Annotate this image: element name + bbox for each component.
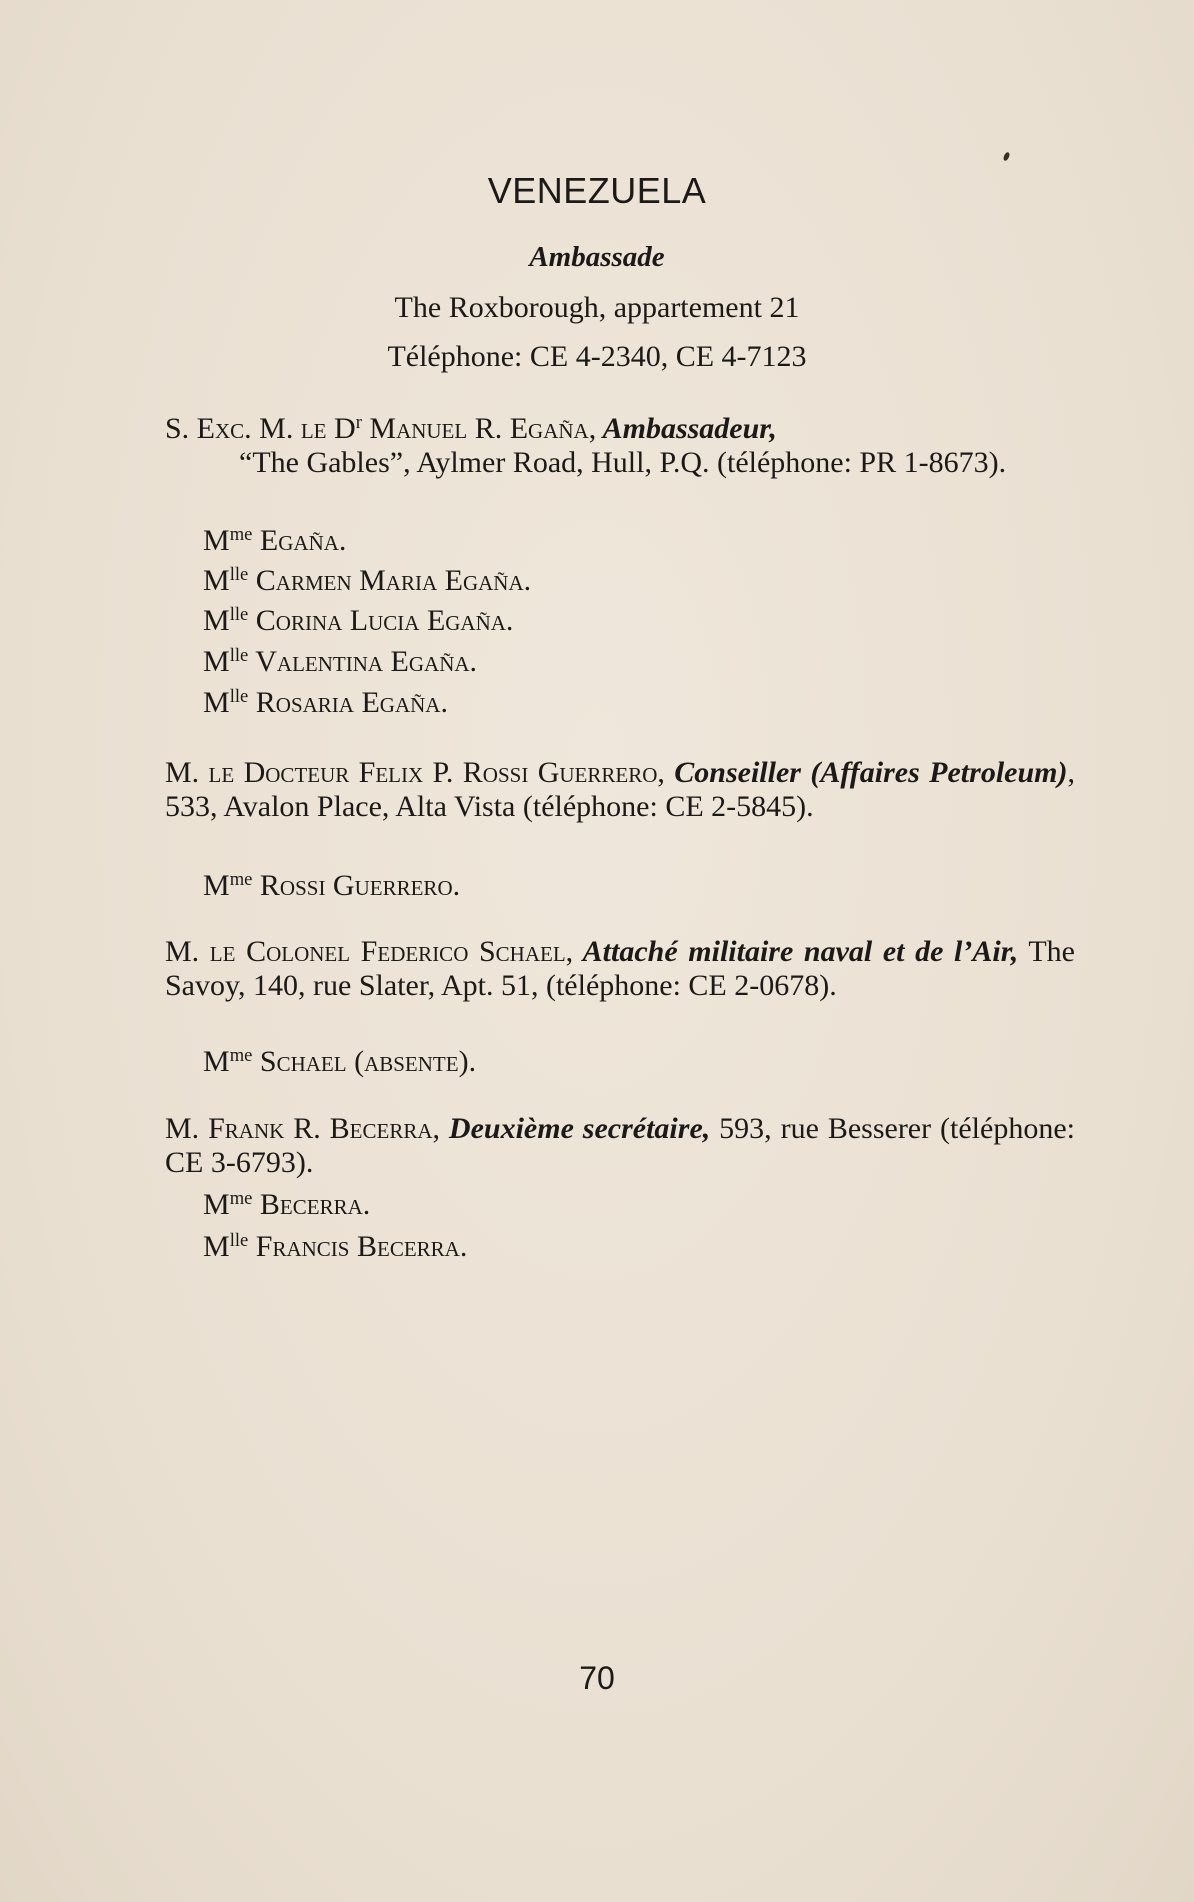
member-name: Rossi Guerrero. [252, 869, 461, 902]
entry-prefix: M. [165, 1112, 200, 1145]
entry-title: Ambassadeur, [596, 412, 777, 445]
entry-details: 593, rue Besserer (téléphone: CE 3-6793). [165, 1112, 1075, 1179]
member-line [203, 1045, 476, 1079]
entry-details: “The Gables”, Aylmer Road, Hull, P.Q. (téléphone: PR 1-8673). [239, 446, 1007, 479]
entry-secretary [165, 1112, 1075, 1180]
embassy-phone: Téléphone: CE 4-2340, CE 4-7123 [387, 340, 807, 373]
entry-name: Frank R. Becerra, [199, 1112, 440, 1145]
entry-name: Docteur Felix P. Rossi Guerrero, [234, 756, 665, 789]
honorific: M [203, 686, 230, 719]
member-line [203, 564, 531, 598]
entry-details: , 533, Avalon Place, Alta Vista (téléphone: CE 2-5845). [165, 756, 1075, 823]
entry-attache [165, 935, 1075, 1003]
member-name: Valentina Egaña. [248, 645, 478, 678]
member-line [203, 604, 513, 638]
honorific: M [203, 1188, 230, 1221]
embassy-address: The Roxborough, appartement 21 [394, 291, 800, 324]
entry-title: Deuxième secrétaire, [440, 1112, 711, 1145]
entry-counsellor [165, 756, 1075, 824]
member-name: Rosaria Egaña. [248, 686, 448, 719]
honorific: M [203, 1045, 230, 1078]
entry-name: Colonel Federico Schael, [235, 935, 574, 968]
member-line [203, 1230, 467, 1264]
honorific: M [203, 1230, 230, 1263]
honorific-superscript: me [229, 1044, 253, 1066]
member-line [203, 645, 477, 679]
entry-title: Attaché militaire naval et de l’Air, [573, 935, 1019, 968]
member-line [203, 524, 346, 558]
entry-text [165, 412, 1075, 446]
entry-text [165, 1112, 1075, 1180]
honorific-superscript: lle [229, 603, 249, 625]
entry-title: Conseiller (Affaires Petroleum) [664, 756, 1068, 789]
member-name: Schael (absente). [252, 1045, 477, 1078]
page-number: 70 [579, 1660, 615, 1696]
entry-text [165, 756, 1075, 824]
country-heading: VENEZUELA [487, 170, 707, 211]
member-line [203, 869, 460, 903]
prefix-superscript: r [355, 411, 362, 433]
honorific-superscript: me [229, 868, 253, 890]
entry-text [165, 935, 1075, 1003]
member-name: Egaña. [252, 524, 347, 557]
honorific-superscript: me [229, 1187, 253, 1209]
honorific: M [203, 564, 230, 597]
member-name: Carmen Maria Egaña. [248, 564, 532, 597]
member-name: Becerra. [252, 1188, 371, 1221]
honorific-superscript: lle [229, 685, 249, 707]
honorific: M [203, 524, 230, 557]
entry-ambassador [165, 412, 1075, 480]
entry-prefix: S. Exc. M. le D [165, 412, 356, 445]
honorific: M [203, 869, 230, 902]
honorific-superscript: me [229, 523, 253, 545]
honorific: M [203, 604, 230, 637]
entry-details: The Savoy, 140, rue Slater, Apt. 51, (téléphone: CE 2-0678). [165, 935, 1075, 1002]
member-line [203, 1188, 370, 1222]
honorific-superscript: lle [229, 1229, 249, 1251]
section-heading: Ambassade [529, 241, 665, 273]
honorific-superscript: lle [229, 644, 249, 666]
ink-speck [1002, 151, 1010, 161]
honorific: M [203, 645, 230, 678]
member-name: Corina Lucia Egaña. [248, 604, 514, 637]
member-line [203, 686, 448, 720]
entry-name: Manuel R. Egaña, [361, 412, 597, 445]
entry-prefix: M. le [165, 935, 236, 968]
entry-prefix: M. le [165, 756, 235, 789]
member-name: Francis Becerra. [248, 1230, 468, 1263]
honorific-superscript: lle [229, 563, 249, 585]
